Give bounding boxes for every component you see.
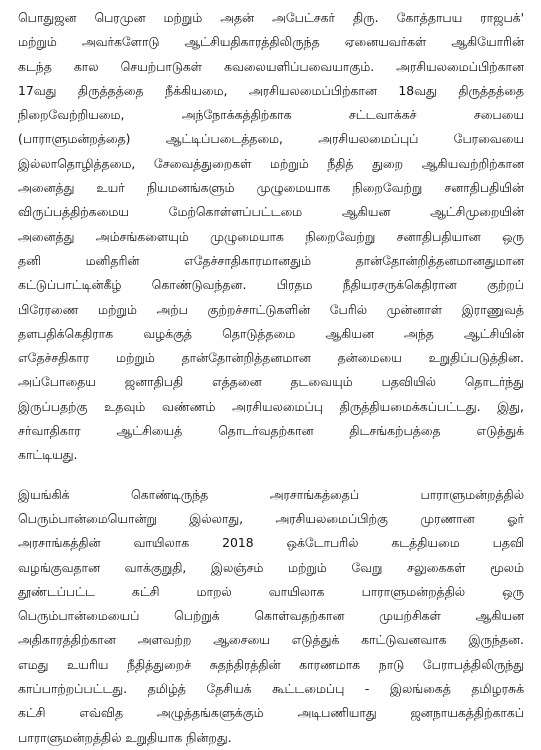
text-line: அரசாங்கத்தின் வாயிலாக 2018 ஒக்டோபரில் கடத்தியமை பதவி bbox=[18, 535, 524, 551]
text-line: இயங்கிக் கொண்டிருந்த அரசாங்கத்தைப் பாராளுமன்றத்தில் bbox=[18, 486, 524, 502]
text-line: வழங்குவதான வாக்குறுதி, இலஞ்சம் மற்றும் வேறு சலுகைகள் மூலம் bbox=[18, 559, 524, 575]
text-line: பெரும்பான்மையைப் பெற்றுக் கொள்வதற்கான முயற்சிகள் ஆகியன bbox=[18, 608, 524, 624]
text-line: தனி மனிதரின் எதேச்சாதிகாரமானதும் தான்தோன்றித்தனமானதுமான bbox=[18, 252, 524, 268]
text-line: கட்டுப்பாட்டின்கீழ் கொண்டுவந்தன. பிரதம நீதியரசருக்கெதிரான குற்றப் bbox=[18, 277, 524, 293]
text-line: எதேச்சதிகார மற்றும் தான்தோன்றித்தனமான தன்மையை உறுதிப்படுத்தின. bbox=[18, 350, 524, 366]
text-line: கடந்த கால செயற்பாடுகள் கவலையளிப்பவையாகும். அரசியலமைப்பிற்கான bbox=[18, 58, 524, 74]
text-line: அனைத்து உயர் நியமனங்களும் முழுமையாக நிறைவேற்று சனாதிபதியின் bbox=[18, 180, 524, 196]
paragraph-1 bbox=[18, 6, 524, 468]
text-line: காப்பாற்றப்பட்டது. தமிழ்த் தேசியக் கூட்டமைப்பு - இலங்கைத் தமிழரசுக் bbox=[18, 681, 524, 697]
text-line: தளபதிக்கெதிராக வழக்குத் தொடுத்தமை ஆகியன அந்த ஆட்சியின் bbox=[18, 325, 524, 341]
text-line: நிறைவேற்றியமை, அந்நோக்கத்திற்காக சட்டவாக்கச் சபையை bbox=[18, 107, 524, 123]
text-line: அப்போதைய ஜனாதிபதி எத்தனை தடவையும் பதவியில் தொடர்ந்து bbox=[18, 374, 524, 390]
text-line: (பாராளுமன்றத்தை) ஆட்டிப்படைத்தமை, அரசியலமைப்புப் பேரவையை bbox=[18, 131, 524, 147]
text-line: பாராளுமன்றத்தில் உறுதியாக நின்றது. bbox=[18, 729, 232, 745]
text-line: பெரும்பான்மையொன்று இல்லாது, அரசியலமைப்பிற்கு முரணான ஓர் bbox=[18, 510, 524, 526]
text-line: எமது உயரிய நீதித்துறைச் சுதந்திரத்தின் காரணமாக நாடு பேராபத்திலிருந்து bbox=[18, 656, 524, 672]
text-line: அதிகாரத்திற்கான அளவற்ற ஆசையை எடுத்துக் காட்டுவனவாக இருந்தன. bbox=[18, 632, 524, 648]
text-line: விருப்பத்திற்கமைய மேற்கொள்ளப்பட்டமை ஆகியன ஆட்சிமுறையின் bbox=[18, 204, 524, 220]
text-line: தூண்டப்பட்ட கட்சி மாறல் வாயிலாக பாராளுமன்றத்தில் ஒரு bbox=[18, 583, 524, 599]
text-line: கட்சி எவ்வித அழுத்தங்களுக்கும் அடிபணியாது ஜனநாயகத்திற்காகப் bbox=[18, 705, 524, 721]
text-line: பொதுஜன பெரமுன மற்றும் அதன் அபேட்சகர் திரு. கோத்தாபய ராஜபக்' bbox=[18, 10, 524, 25]
text-line: 17வது திருத்தத்தை நீக்கியமை, அரசியலமைப்பிற்கான 18வது திருத்தத்தை bbox=[18, 82, 524, 98]
text-line: இருப்பதற்கு உதவும் வண்ணம் அரசியலமைப்பு திருத்தியமைக்கப்பட்டது. இது, bbox=[18, 398, 524, 414]
text-line: சர்வாதிகார ஆட்சியைத் தொடர்வதற்கான திடசங்கற்பத்தை எடுத்துக் bbox=[18, 423, 524, 439]
text-line: காட்டியது. bbox=[18, 447, 78, 463]
paragraph-spacer bbox=[18, 468, 524, 483]
text-line: பிரேரணை மற்றும் அற்ப குற்றச்சாட்டுகளின் பேரில் முன்னாள் இராணுவத் bbox=[18, 301, 524, 317]
text-line: மற்றும் அவர்களோடு ஆட்சியதிகாரத்திலிருந்த ஏனையவர்கள் ஆகியோரின் bbox=[18, 34, 524, 50]
paragraph-2 bbox=[18, 483, 524, 750]
text-line: அனைத்து அம்சங்களையும் முழுமையாக நிறைவேற்று சனாதிபதியான ஒரு bbox=[18, 228, 524, 244]
text-line: இல்லாதொழித்தமை, சேவைத்துறைகள் மற்றும் நீதித் துறை ஆகியவற்றிற்கான bbox=[18, 155, 524, 171]
